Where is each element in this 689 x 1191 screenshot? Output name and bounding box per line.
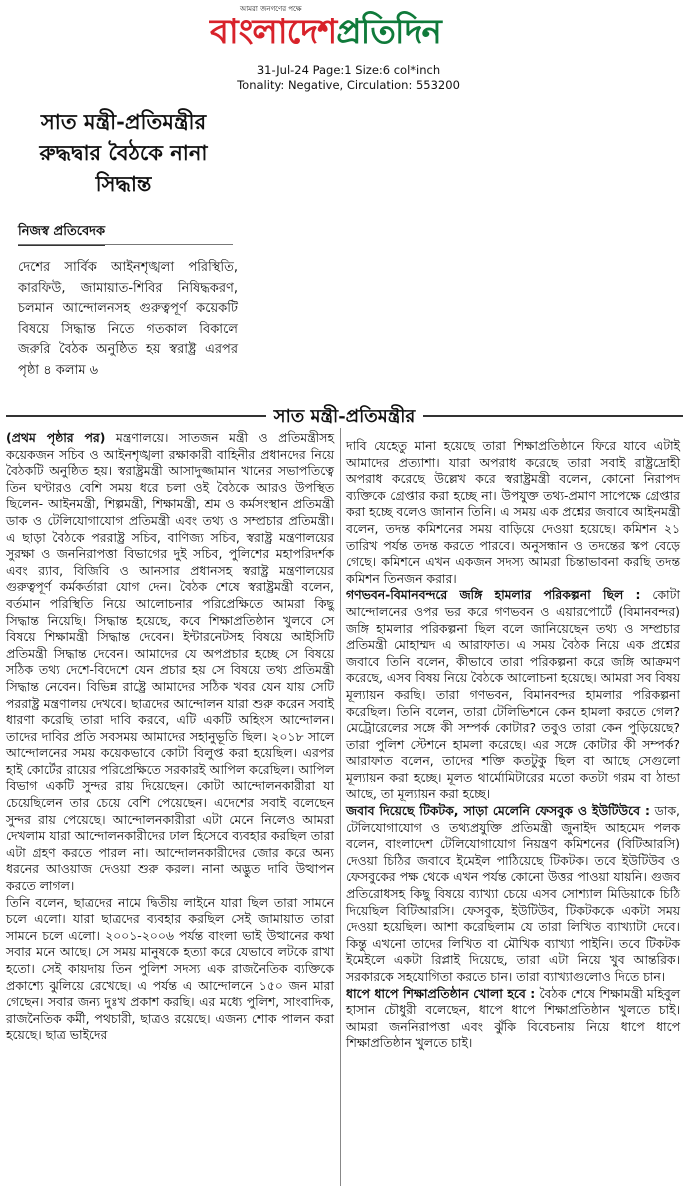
clip-date-info: 31-Jul-24 Page:1 Size:6 col*inch: [256, 63, 441, 77]
right-paragraph-2: [346, 587, 680, 803]
continuation-title-text: সাত মন্ত্রী-প্রতিমন্ত্রীর: [266, 406, 424, 427]
newspaper-title-part2: প্রতিদিন: [336, 12, 441, 52]
continuation-title: [0, 402, 689, 433]
right-paragraph-4: [346, 986, 680, 1052]
subheading-education: ধাপে ধাপে শিক্ষাপ্রতিষ্ঠান খোলা হবে :: [346, 985, 536, 1001]
article-headline: সাত মন্ত্রী-প্রতিমন্ত্রীর রুদ্ধদ্বার বৈঠকে নানা সিদ্ধান্ত: [39, 109, 208, 196]
clip-tonality-info: Tonality: Negative, Circulation: 553200: [237, 78, 460, 92]
newspaper-title: [210, 12, 441, 52]
right-paragraph-4-text: বৈঠক শেষে শিক্ষামন্ত্রী মহিবুল হাসান চৌধুরী বলেছেন, ধাপে ধাপে শিক্ষাপ্রতিষ্ঠান খুলতে চাই। আমরা জননিরাপত্তা এবং ঝুঁকি বিবেচনায় নিয়ে ধাপে ধাপে শিক্ষাপ্রতিষ্ঠান খুলতে চাই।: [346, 985, 680, 1051]
subheading-social-media: জবাব দিয়েছে টিকটক, সাড়া মেলেনি ফেসবুক ও ইউটিউবে :: [346, 803, 650, 819]
byline-divider: [18, 244, 233, 245]
continuation-label: (প্রথম পৃষ্ঠার পর): [6, 430, 106, 445]
masthead: [0, 0, 689, 60]
front-article-body: দেশের সার্বিক আইনশৃঙ্খলা পরিস্থিতি, কারফিউ, জামায়াত-শিবির নিষিদ্ধকরণ, চলমান আন্দোলনসহ গুরুত্বপূর্ণ কয়েকটি বিষয়ে সিদ্ধান্ত নিতে গতকাল বিকালে জরুরি বৈঠক অনুষ্ঠিত হয় স্বরাষ্ট্র এরপর পৃষ্ঠা ৪ কলাম ৬: [18, 260, 238, 378]
column-divider: [340, 428, 341, 1186]
right-paragraph-2-text: কোটা আন্দোলনের ওপর ভর করে গণভবন ও এয়ারপোর্টে (বিমানবন্দর) জঙ্গি হামলার পরিকল্পনা ছিল বলে জানিয়েছেন তথ্য ও সম্প্রচার প্রতিমন্ত্রী মোহাম্মদ এ আরাফাত। এ সময় বৈঠক নিয়ে এক প্রশ্নের জবাবে তিনি বলেন, কীভাবে তারা পরিকল্পনা করে জঙ্গি আক্রমণ করেছে, এসব বিষয় নিয়ে বৈঠকে আলোচনা হয়েছে। আমরা সব বিষয় মূল্যায়ন করছি। তারা গণভবন, বিমানবন্দর হামলার পরিকল্পনা করেছিল। তিনি বলেন, তারা টেলিভিশনে কেন হামলা করতে গেল? মেট্রোরেলের সঙ্গে কী সম্পর্ক কোটার? তবুও তারা কেন পুড়িয়েছে? তারা পুলিশ স্টেশনে হামলা করেছে। এর সঙ্গে কোটার কী সম্পর্ক? আরাফাত বলেন, তাদের শক্তি কতটুকু ছিল বা আছে সেগুলো মূল্যায়ন করা হচ্ছে। মূলত থার্মোমিটারের মতো কতটা গরম বা ঠান্ডা আছে, তা মূল্যায়ন করা হচ্ছে।: [346, 587, 680, 802]
left-paragraph-2: তিনি বলেন, ছাত্রদের নামে দ্বিতীয় লাইনে যারা ছিল তারা সামনে চলে এলো। যারা ছাত্রদের ব্যবহার করছিল সেই জামায়াত তারা সামনে চলে এলো। ২০০১-২০০৬ পর্যন্ত বাংলা ভাই উত্থানের কথা সবার মনে আছে। সে সময় মানুষকে হত্যা করে যেভাবে লটকে রাখা হতো। সেই কায়দায় তিন পুলিশ সদস্য এক রাজনৈতিক ব্যক্তিকে প্রকাশ্যে ঝুলিয়ে রেখেছে। এ পর্যন্ত এ আন্দোলনে ১৫০ জন মারা গেছেন। সবার জন্য দুঃখ প্রকাশ করছি। এর মধ্যে পুলিশ, সাংবাদিক, রাজনৈতিক কর্মী, পথচারী, ছাত্রও রয়েছে। এজন্য শোক পালন করা হয়েছে। ছাত্র ভাইদের: [6, 894, 334, 1043]
left-paragraph-1: [6, 430, 334, 895]
front-article: [0, 98, 245, 398]
right-paragraph-3-text: ডাক, টেলিযোগাযোগ ও তথ্যপ্রযুক্তি প্রতিমন্ত্রী জুনাইদ আহমেদ পলক বলেন, বাংলাদেশ টেলিযোগাযোগ নিয়ন্ত্রণ কমিশনের (বিটিআরসি) দেওয়া চিঠির জবাবে ইমেইল পাঠিয়েছে টিকটক। তবে ইউটিউব ও ফেসবুকের পক্ষ থেকে এখন পর্যন্ত কোনো উত্তর পাওয়া যায়নি। গুজব প্রতিরোধসহ কিছু বিষয়ে ব্যাখ্যা চেয়ে এসব সোশ্যাল মিডিয়াকে চিঠি দিয়েছিল বিটিআরসি। ফেসবুক, ইউটিউব, টিকটককে একটা সময় দেওয়া হয়েছিল। আশা করেছিলাম যে তারা লিখিত ব্যাখ্যাটা দেবে। কিন্তু এখনো তাদের লিখিত বা মৌখিক ব্যাখ্যা পাইনি। তবে টিকটক ইমেইলে একটা রিপ্লাই দিয়েছে, তারা এটা নিয়ে খুব আন্তরিক। সরকারকে সহযোগিতা করতে চান। তারা ব্যাখ্যাগুলোও দিতে চান।: [346, 803, 680, 984]
right-paragraph-1: দাবি যেহেতু মানা হয়েছে তারা শিক্ষাপ্রতিষ্ঠানে ফিরে যাবে এটাই আমাদের প্রত্যাশা। যারা অপরাধ করেছে তারা সবাই রাষ্ট্রদ্রোহী অপরাধ করেছে উল্লেখ করে স্বরাষ্ট্রমন্ত্রী বলেন, কোনো নিরাপদ ব্যক্তিকে গ্রেপ্তার করা হচ্ছে না। উপযুক্ত তথ্য-প্রমাণ সাপেক্ষে গ্রেপ্তার করা হচ্ছে বলেও জানান তিনি। এ সময় এক প্রশ্নের জবাবে আইনমন্ত্রী বলেন, তদন্ত কমিশনের সময় বাড়িয়ে দেওয়া হয়েছে। কমিশন ২১ তারিখ পর্যন্ত তদন্ত করতে পারবে। অনুসন্ধান ও তদন্তের স্কপ বেড়ে গেছে। কমিশনে এখন একজন সদস্য আমরা চিন্তাভাবনা করছি তদন্ত কমিশন তিনজন করার।: [346, 438, 680, 586]
subheading-militant-plan: গণভবন-বিমানবন্দরে জঙ্গি হামলার পরিকল্পনা ছিল :: [346, 587, 641, 603]
continuation-left-column: [6, 430, 334, 1044]
article-byline: নিজস্ব প্রতিবেদক: [18, 222, 105, 246]
continuation-right-column: [346, 438, 680, 1052]
right-paragraph-3: [346, 803, 680, 986]
newspaper-title-part1: বাংলাদেশ: [210, 12, 337, 52]
masthead-tagline: আমরা জনগণের পক্ষে: [240, 5, 302, 13]
left-paragraph-1-text: মন্ত্রণালয়ে। সাতজন মন্ত্রী ও প্রতিমন্ত্রীসহ কয়েকজন সচিব ও আইনশৃঙ্খলা রক্ষাকারী বাহিনীর প্রধানদের নিয়ে বৈঠকটি অনুষ্ঠিত হয়। স্বরাষ্ট্রমন্ত্রী আসাদুজ্জামান খানের সভাপতিত্বে তিন ঘণ্টারও বেশি সময় ধরে চলা ওই বৈঠকে আরও উপস্থিত ছিলেন- আইনমন্ত্রী, শিল্পমন্ত্রী, শিক্ষামন্ত্রী, শ্রম ও কর্মসংস্থান প্রতিমন্ত্রী ডাক ও টেলিযোগাযোগ প্রতিমন্ত্রী এবং তথ্য ও সম্প্রচার প্রতিমন্ত্রী। এ ছাড়া বৈঠকে পররাষ্ট্র সচিব, বাণিজ্য সচিব, স্বরাষ্ট্র মন্ত্রণালয়ের সুরক্ষা ও জননিরাপত্তা বিভাগের দুই সচিব, পুলিশের মহাপরিদর্শক এবং র‌্যাব, বিজিবি ও আনসার প্রধানসহ স্বরাষ্ট্র মন্ত্রণালয়ের গুরুত্বপূর্ণ কর্মকর্তারা যোগ দেন। বৈঠক শেষে স্বরাষ্ট্রমন্ত্রী বলেন, বর্তমান পরিস্থিতি নিয়ে আলোচনার পরিপ্রেক্ষিতে আমরা কিছু সিদ্ধান্ত নিয়েছি। সিদ্ধান্ত হয়েছে, কবে শিক্ষাপ্রতিষ্ঠান খুলবে সে বিষয়ে শিক্ষামন্ত্রী সিদ্ধান্ত দেবেন। ইন্টারনেটসহ বিষয়ে আইসিটি প্রতিমন্ত্রী সিদ্ধান্ত দেবেন। আমাদের যে অপপ্রচার হচ্ছে সে বিষয়ে সঠিক তথ্য দেশে-বিদেশে যেন প্রচার হয় সে বিষয়ে তথ্য প্রতিমন্ত্রী সিদ্ধান্ত নেবেন। বিভিন্ন রাষ্ট্রে আমাদের সঠিক খবর যেন যায় সেটি পররাষ্ট্র মন্ত্রণালয় দেখবে। ছাত্রদের আন্দোলন যারা শুরু করেন সবাই ধারণা করেছি তারা দাবি করবে, এটি একটি অহিংস আন্দোলন। তাদের দাবির প্রতি সবসময় আমাদের সহানুভূতি ছিল। ২০১৮ সালে আন্দোলনের সময় কয়েকভাবে কোটা বিলুপ্ত করা হয়েছিল। এরপর হাই কোর্টের রায়ের পরিপ্রেক্ষিতে সরকারই আপিল করেছিল। আপিল বিভাগ একটি সুন্দর রায় দিয়েছেন। কোটা আন্দোলনকারীরা যা চেয়েছিলেন তার চেয়ে বেশি পেয়েছেন। এদেশের সবাই বলেছেন সুন্দর রায় পেয়েছে। আন্দোলনকারীরা এটা মেনে নিলেও আমরা দেখলাম যারা আন্দোলনকারীদের ঢাল হিসেবে ব্যবহার করছিল তারা এটা গ্রহণ করতে পারল না। আন্দোলনকারীদের জোর করে অন্য ধরনের আওয়াজ দেওয়া শুরু করল। নানা অদ্ভুত দাবি উত্থাপন করতে লাগল।: [6, 430, 334, 894]
